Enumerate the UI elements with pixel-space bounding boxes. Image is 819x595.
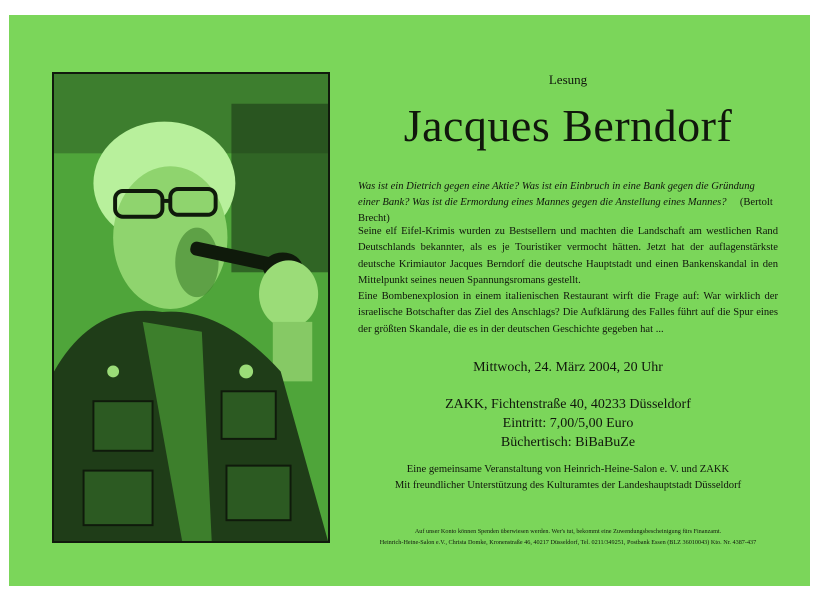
portrait-illustration	[54, 74, 328, 541]
organizers-line-1: Eine gemeinsame Veranstaltung von Heinrich-Heine-Salon e. V. und ZAKK	[406, 464, 730, 475]
description-text	[358, 224, 778, 338]
quote-author: (Bertolt Brecht)	[358, 197, 773, 224]
description-paragraph-1: Seine elf Eifel-Krimis wurden zu Bestsellern und machten die Landschaft am westlichen Rand Deutschlands bekannter, als es je Touristiker vermocht hätten. Jetzt hat der auflagenstärkste deutsche Krimiautor Jacques Berndorf die deutsche Hauptstadt und einen Bankenskandal in den Mittelpunkt seines neuen Spannungsromans gestellt.	[358, 226, 778, 286]
event-admission: Eintritt: 7,00/5,00 Euro	[502, 416, 634, 431]
event-details	[358, 395, 778, 452]
organizers-line-2: Mit freundlicher Unterstützung des Kulturamtes der Landeshauptstadt Düsseldorf	[394, 480, 742, 491]
quote-text: Was ist ein Dietrich gegen eine Aktie? Was ist ein Einbruch in eine Bank gegen die Gründung einer Bank? Was ist die Ermordung eines Mannes gegen die Anstellung eines Mannes?	[358, 181, 755, 208]
event-date: Mittwoch, 24. März 2004, 20 Uhr	[473, 360, 663, 375]
event-type-label: Lesung	[548, 72, 588, 87]
description-paragraph-2: Eine Bombenexplosion in einem italienischen Restaurant wirft die Frage auf: War wirklich der israelische Botschafter das Ziel des Anschlags? Die Aufklärung des Falles führt auf die Spur eines der größten Skandale, die es in der deutschen Geschichte gegeben hat ...	[358, 291, 778, 335]
event-book-table: Büchertisch: BiBaBuZe	[500, 435, 636, 450]
event-venue: ZAKK, Fichtenstraße 40, 40233 Düsseldorf	[445, 397, 691, 412]
footer-line-2: Heinrich-Heine-Salon e.V., Christa Domke, Kronenstraße 46, 40217 Düsseldorf, Tel. 0211/349251, Postbank Essen (BLZ 36010043) Kto. Nr. 4387-437	[379, 539, 757, 546]
brecht-quote	[358, 179, 778, 227]
footer-line-1: Auf unser Konto können Spenden überwiesen werden. Wer's tut, bekommt eine Zuwendungsbescheinigung fürs Finanzamt.	[414, 528, 722, 535]
footer-donation-info	[358, 526, 778, 548]
author-portrait-photo	[52, 72, 330, 543]
organizers	[358, 462, 778, 494]
author-name-title: Jacques Berndorf	[403, 100, 733, 151]
